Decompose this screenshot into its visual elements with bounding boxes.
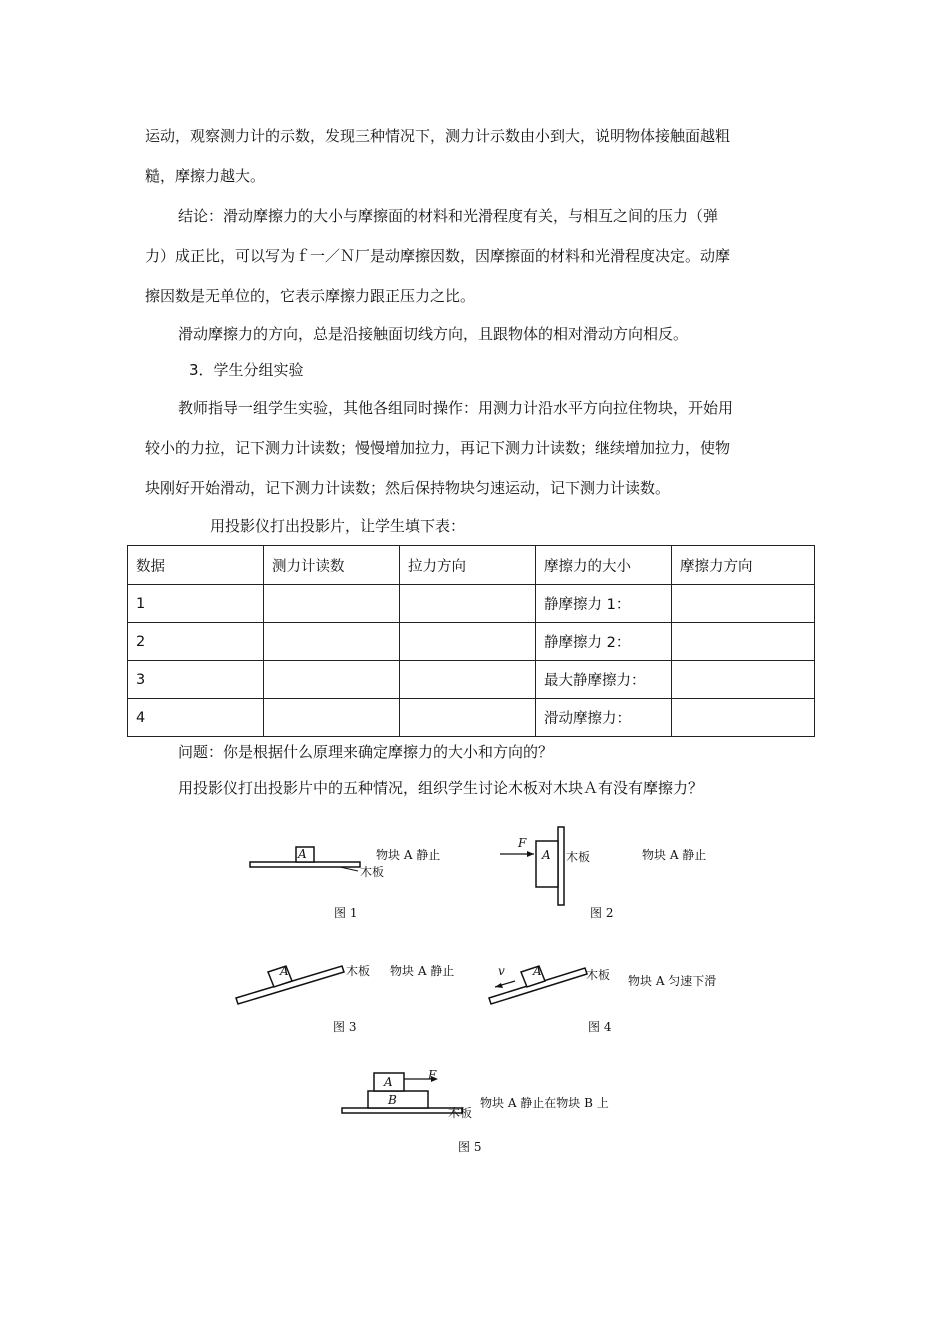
paragraph-line: 糙，摩擦力越大。: [145, 167, 266, 185]
figure-3-note: 物块 A 静止: [390, 964, 455, 978]
table-cell: [400, 585, 536, 623]
direction-paragraph: 滑动摩擦力的方向，总是沿接触面切线方向，且跟物体的相对滑动方向相反。: [178, 325, 689, 343]
figure-5-force-label: F: [428, 1068, 437, 1082]
section-heading: 3．学生分组实验: [189, 361, 304, 379]
table-row: [128, 623, 815, 661]
question-text: 问题：你是根据什么原理来确定摩擦力的大小和方向的？: [178, 743, 554, 761]
table-row: [128, 699, 815, 737]
conclusion-line: 结论：滑动摩擦力的大小与摩擦面的材料和光滑程度有关，与相互之间的压力（弹: [178, 207, 719, 225]
figure-3-block-label: A: [280, 964, 289, 978]
table-cell: 1: [128, 585, 264, 623]
figure-4-velocity-label: v: [498, 964, 505, 978]
table-cell: 静摩擦力 2：: [536, 623, 672, 661]
figure-5-note: 物块 A 静止在物块 B 上: [480, 1096, 609, 1110]
figure-1-note: 物块 A 静止: [376, 848, 441, 862]
paragraph-line: 运动，观察测力计的示数，发现三种情况下，测力计示数由小到大，说明物体接触面越粗: [145, 127, 731, 145]
experiment-line: 较小的力拉，记下测力计读数；慢慢增加拉力，再记下测力计读数；继续增加拉力，使物: [145, 439, 731, 457]
figure-4-board-label: 木板: [586, 968, 611, 982]
table-cell: [264, 585, 400, 623]
experiment-line: 教师指导一组学生实验，其他各组同时操作：用测力计沿水平方向拉住物块，开始用: [178, 399, 734, 417]
table-row: [128, 585, 815, 623]
figure-3-board-label: 木板: [346, 964, 371, 978]
table-cell: [264, 699, 400, 737]
table-cell: 2: [128, 623, 264, 661]
figure-1-caption: 图 1: [334, 906, 358, 920]
figure-2: [500, 825, 580, 914]
table-cell: 3: [128, 661, 264, 699]
table-header-cell: 数据: [128, 546, 264, 585]
table-header-cell: 摩擦力方向: [672, 546, 815, 585]
figure-3-caption: 图 3: [333, 1020, 357, 1034]
table-cell: [400, 699, 536, 737]
figure-2-block-label: A: [542, 848, 551, 862]
table-cell: [672, 585, 815, 623]
figure-4: [485, 950, 595, 1014]
projector-instruction: 用投影仪打出投影片，让学生填下表：: [210, 517, 466, 535]
figure-4-note: 物块 A 匀速下滑: [628, 974, 717, 988]
table-cell: 最大静摩擦力：: [536, 661, 672, 699]
table-cell: 4: [128, 699, 264, 737]
table-header-row: [128, 546, 815, 585]
table-cell: [400, 623, 536, 661]
experiment-line: 块刚好开始滑动，记下测力计读数；然后保持物块匀速运动，记下测力计读数。: [145, 479, 671, 497]
table-cell: 静摩擦力 1：: [536, 585, 672, 623]
table-cell: [672, 661, 815, 699]
table-row: [128, 661, 815, 699]
figure-4-caption: 图 4: [588, 1020, 612, 1034]
figure-1-block-label: A: [298, 847, 307, 861]
table-cell: 滑动摩擦力：: [536, 699, 672, 737]
figure-5-block-a-label: A: [384, 1075, 393, 1089]
discussion-instruction: 用投影仪打出投影片中的五种情况，组织学生讨论木板对木块Ａ有没有摩擦力？: [178, 779, 704, 797]
figure-2-force-label: F: [518, 836, 527, 850]
data-table: [127, 545, 815, 737]
figure-5-caption: 图 5: [458, 1140, 482, 1154]
figure-5-block-b-label: B: [388, 1093, 397, 1107]
figure-2-note: 物块 A 静止: [642, 848, 707, 862]
figure-2-board-label: 木板: [566, 850, 591, 864]
table-header-cell: 测力计读数: [264, 546, 400, 585]
figure-2-caption: 图 2: [590, 906, 614, 920]
table-header-cell: 摩擦力的大小: [536, 546, 672, 585]
conclusion-line: 擦因数是无单位的，它表示摩擦力跟正压力之比。: [145, 287, 476, 305]
figure-5-board-label: 木板: [448, 1106, 473, 1120]
figure-1-board-label: 木板: [360, 865, 385, 879]
conclusion-line: 力）成正比，可以写为ｆ一／Ｎ厂是动摩擦因数，因摩擦面的材料和光滑程度决定。动摩: [145, 247, 731, 265]
table-cell: [672, 623, 815, 661]
table-cell: [264, 661, 400, 699]
table-header-cell: 拉力方向: [400, 546, 536, 585]
figure-4-block-label: A: [533, 964, 542, 978]
table-cell: [672, 699, 815, 737]
table-cell: [264, 623, 400, 661]
figure-3: [230, 950, 360, 1014]
table-cell: [400, 661, 536, 699]
